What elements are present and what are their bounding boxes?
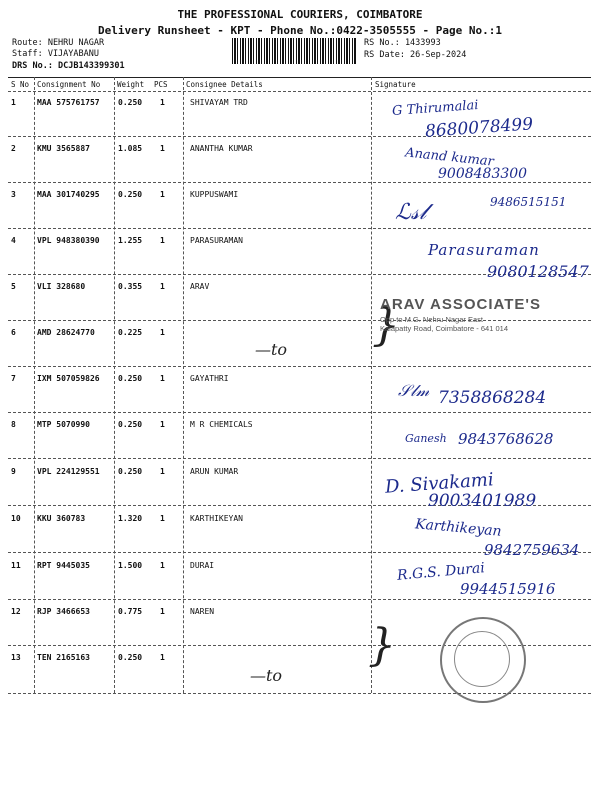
row-consignee: M R CHEMICALS — [190, 420, 253, 429]
signature-7-scribble: 𝒮𝓁𝓂 — [398, 381, 430, 400]
row-sno: 6 — [11, 328, 16, 337]
row-sno: 11 — [11, 561, 21, 570]
ditto-mark: —to — [250, 666, 283, 685]
row-separator — [8, 458, 591, 459]
col-divider — [371, 77, 372, 693]
col-divider — [114, 77, 115, 693]
row-pcs: 1 — [160, 144, 165, 153]
row-sno: 2 — [11, 144, 16, 153]
row-separator — [8, 182, 591, 183]
staff-label: Staff: VIJAYABANU — [12, 49, 99, 59]
row-consignment: KMU 3565887 — [37, 144, 90, 153]
row-consignment: MAA 575761757 — [37, 98, 100, 107]
row-weight: 1.320 — [118, 514, 143, 523]
row-pcs: 1 — [160, 328, 165, 337]
ditto-mark: —to — [255, 340, 288, 359]
rs-date: RS Date: 26-Sep-2024 — [364, 50, 467, 60]
row-consignment: MTP 5070990 — [37, 420, 90, 429]
header-consignee: Consignee Details — [186, 80, 263, 89]
row-consignment: AMD 28624770 — [37, 328, 95, 337]
row-consignment: TEN 2165163 — [37, 653, 90, 662]
route-label: Route: NEHRU NAGAR — [12, 38, 105, 48]
table-header-rule — [8, 91, 591, 92]
row-pcs: 1 — [160, 607, 165, 616]
row-sno: 1 — [11, 98, 16, 107]
row-consignee: NAREN — [190, 607, 215, 616]
row-weight: 0.355 — [118, 282, 143, 291]
header-weight: Weight — [117, 80, 145, 89]
row-pcs: 1 — [160, 514, 165, 523]
signature-2-phone: 9008483300 — [438, 166, 528, 182]
row-consignee: SHIVAYAM TRD — [190, 98, 248, 107]
bracket-mark: } — [372, 300, 400, 351]
row-separator — [8, 366, 591, 367]
row-consignment: MAA 301740295 — [37, 190, 100, 199]
row-pcs: 1 — [160, 467, 165, 476]
company-title: THE PROFESSIONAL COURIERS, COIMBATORE — [177, 8, 423, 21]
row-pcs: 1 — [160, 236, 165, 245]
rs-number: RS No.: 1433993 — [364, 38, 441, 48]
row-consignee: KUPPUSWAMI — [190, 190, 239, 199]
row-sno: 9 — [11, 467, 16, 476]
row-pcs: 1 — [160, 98, 165, 107]
col-divider — [183, 77, 184, 693]
row-consignee: GAYATHRI — [190, 374, 229, 383]
signature-10-name: Karthikeyan — [414, 516, 503, 540]
row-pcs: 1 — [160, 282, 165, 291]
row-consignee: KARTHIKEYAN — [190, 514, 243, 523]
row-weight: 0.250 — [118, 98, 143, 107]
row-separator — [8, 412, 591, 413]
signature-10-phone: 9842759634 — [484, 541, 580, 559]
row-weight: 0.250 — [118, 190, 143, 199]
row-consignment: VLI 328680 — [37, 282, 86, 291]
signature-9-name: D. Sivakami — [384, 469, 495, 498]
row-consignee: ARAV — [190, 282, 210, 291]
row-sno: 12 — [11, 607, 21, 616]
row-consignment: IXM 507059826 — [37, 374, 100, 383]
signature-4-name: Parasuraman — [428, 241, 540, 259]
row-weight: 0.250 — [118, 467, 143, 476]
row-weight: 0.250 — [118, 653, 143, 662]
row-weight: 0.225 — [118, 328, 143, 337]
signature-11-phone: 9944515916 — [460, 580, 556, 598]
signature-9-phone: 9003401989 — [428, 491, 537, 511]
table-bottom-rule — [8, 693, 591, 694]
row-consignee: DURAI — [190, 561, 215, 570]
header-consignment: Consignment No — [37, 80, 101, 89]
signature-11-name: R.G.S. Durai — [396, 560, 486, 584]
runsheet-title: Delivery Runsheet - KPT - Phone No.:0422-3505555 - Page No.:1 — [98, 24, 502, 37]
signature-8-phone: 9843768628 — [458, 430, 554, 448]
row-pcs: 1 — [160, 190, 165, 199]
signature-7-phone: 7358868284 — [438, 388, 547, 408]
row-sno: 3 — [11, 190, 16, 199]
row-weight: 0.775 — [118, 607, 143, 616]
company-stamp — [380, 296, 580, 356]
row-weight: 1.255 — [118, 236, 143, 245]
row-separator — [8, 228, 591, 229]
row-pcs: 1 — [160, 561, 165, 570]
barcode — [232, 38, 357, 64]
signature-2-name: Anand kumar — [404, 145, 495, 170]
row-consignee: ARUN KUMAR — [190, 467, 239, 476]
drs-number: DRS No.: DCJB143399301 — [12, 61, 125, 71]
row-consignment: VPL 948380390 — [37, 236, 100, 245]
signature-1-name: G Thirumalai — [391, 98, 479, 119]
row-pcs: 1 — [160, 653, 165, 662]
col-divider — [34, 77, 35, 693]
row-weight: 0.250 — [118, 420, 143, 429]
row-consignment: KKU 360783 — [37, 514, 86, 523]
row-weight: 1.085 — [118, 144, 143, 153]
row-separator — [8, 599, 591, 600]
row-consignment: RPT 9445035 — [37, 561, 90, 570]
table-top-rule — [8, 77, 591, 78]
signature-4-phone: 9080128547 — [487, 262, 589, 281]
header-signature: Signature — [375, 80, 416, 89]
row-pcs: 1 — [160, 374, 165, 383]
bracket-mark: } — [368, 620, 396, 671]
row-weight: 0.250 — [118, 374, 143, 383]
row-sno: 10 — [11, 514, 21, 523]
signature-3-phone: 9486515151 — [490, 195, 567, 209]
round-seal — [440, 617, 526, 703]
row-sno: 8 — [11, 420, 16, 429]
signature-8-name: Ganesh — [405, 432, 447, 445]
signature-1-phone: 8680078499 — [424, 114, 534, 142]
row-sno: 7 — [11, 374, 16, 383]
row-weight: 1.500 — [118, 561, 143, 570]
row-pcs: 1 — [160, 420, 165, 429]
stamp-line-3: Kalapatty Road, Coimbatore - 641 014 — [380, 324, 508, 333]
row-sno: 5 — [11, 282, 16, 291]
header-pcs: PCS — [154, 80, 168, 89]
row-sno: 13 — [11, 653, 21, 662]
row-sno: 4 — [11, 236, 16, 245]
signature-3-scribble: ℒ𝓈𝓁 — [395, 200, 427, 225]
header-sno: S No — [11, 80, 30, 89]
row-consignee: ANANTHA KUMAR — [190, 144, 253, 153]
row-consignment: RJP 3466653 — [37, 607, 90, 616]
row-consignee: PARASURAMAN — [190, 236, 243, 245]
stamp-line-2: Opp to M.G. Nehru Nagar East — [380, 315, 483, 324]
stamp-title: ARAV ASSOCIATE'S — [380, 296, 541, 313]
row-consignment: VPL 224129551 — [37, 467, 100, 476]
